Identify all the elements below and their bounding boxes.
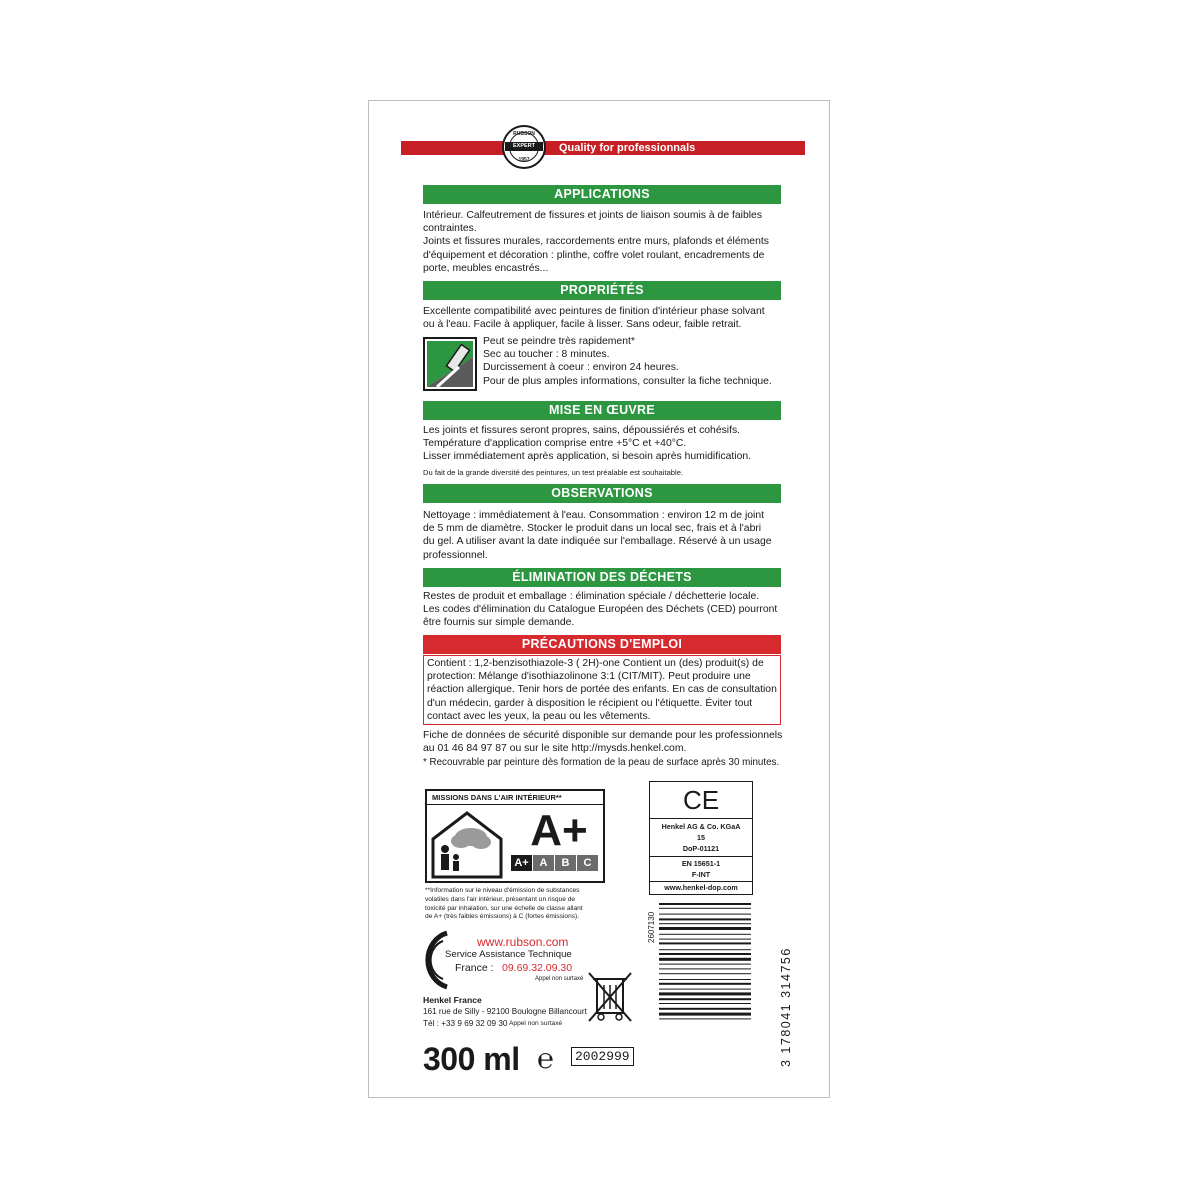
barcode-bar <box>659 914 751 915</box>
barcode-bar <box>659 958 751 961</box>
ce-box <box>649 781 753 895</box>
service-phone-note: Appel non surtaxé <box>535 976 584 982</box>
barcode-bar <box>659 1018 751 1019</box>
tagline: Quality for professionnals <box>559 142 696 154</box>
barcode-bar <box>659 964 751 965</box>
ce-url: www.henkel-dop.com <box>664 883 738 892</box>
barcode-bar <box>659 1003 751 1004</box>
scale-a-plus: A+ <box>511 855 532 871</box>
scale-a: A <box>533 855 554 871</box>
address-tel: Tél : +33 9 69 32 09 30 <box>423 1019 508 1028</box>
ce-divider-2 <box>650 856 752 857</box>
lot-number: 2607130 <box>647 911 656 943</box>
emission-scale <box>511 855 599 871</box>
scale-c: C <box>577 855 598 871</box>
barcode-bar <box>659 942 751 944</box>
crossed-bin-icon <box>585 969 635 1025</box>
mise-en-oeuvre-text: Les joints et fissures seront propres, sains, dépoussiérés et cohésifs. Température d'application comprise entre +5°C et +40°C. Lisser immédiatement après application, si besoin après humidification. <box>423 425 752 463</box>
mise-en-oeuvre-note: Du fait de la grande diversité des peintures, un test préalable est souhaitable. <box>423 468 684 477</box>
emissions-note: **Information sur le niveau d'émission de substances volatiles dans l'air intérieur, présentant un risque de toxicité par inhalation, sur une échelle de classe allant de A+ (très faibles émissions) à C (fortes émissions). <box>425 887 583 921</box>
barcode-bar <box>659 973 751 974</box>
barcode-bar <box>659 939 751 940</box>
ce-divider-1 <box>650 818 752 819</box>
barcode-bar <box>659 918 751 920</box>
emission-grade: A+ <box>530 806 588 855</box>
barcode-bar <box>659 979 751 980</box>
barcode-bar <box>659 923 751 924</box>
observations-heading: OBSERVATIONS <box>423 484 781 503</box>
seal-top-text: RUBSON <box>513 131 535 137</box>
mise-en-oeuvre-heading: MISE EN ŒUVRE <box>423 401 781 420</box>
proprietes-heading: PROPRIÉTÉS <box>423 281 781 300</box>
proprietes-text: Excellente compatibilité avec peintures de finition d'intérieur phase solvant ou à l'eau. Facile à appliquer, facile à lisser. Sans odeur, faible retrait. <box>423 306 765 331</box>
barcode-bar <box>659 1008 751 1010</box>
volume: 300 ml <box>423 1041 520 1077</box>
phone-arc-icon <box>421 929 451 991</box>
barcode-bar <box>659 934 751 935</box>
barcode-bar <box>659 998 751 1000</box>
scale-b: B <box>555 855 576 871</box>
product-code: 2002999 <box>571 1047 634 1066</box>
barcode-bar <box>659 903 751 905</box>
observations-text: Nettoyage : immédiatement à l'eau. Consommation : environ 12 m de joint de 5 mm de diamètre. Stocker le produit dans un local sec, frais et à l'abri du gel. A utiliser avant la date indiquée sur l'emballage. Réservé à un usage professionnel. <box>423 510 772 561</box>
seal-band: EXPERT <box>505 142 543 151</box>
ce-norm: EN 15651-1 <box>681 859 721 868</box>
barcode-bar <box>659 968 751 969</box>
service-label: Service Assistance Technique <box>445 949 572 960</box>
ce-dop: DoP-01121 <box>682 844 720 853</box>
footnote: * Recouvrable par peinture dès formation de la peau de surface après 30 minutes. <box>423 757 780 768</box>
barcode <box>659 901 773 1043</box>
barcode-bar <box>659 949 751 950</box>
seal-year: 1957 <box>518 157 530 163</box>
ce-company: Henkel AG & Co. KGaA <box>661 822 741 831</box>
precautions-heading: PRÉCAUTIONS D'EMPLOI <box>423 635 781 654</box>
emissions-title: MISSIONS DANS L'AIR INTÉRIEUR** <box>427 791 603 805</box>
address-company: Henkel France <box>423 995 482 1005</box>
address-street: 161 rue de Silly - 92100 Boulogne Billancourt <box>423 1007 587 1016</box>
proprietes-bullets: Peut se peindre très rapidement* Sec au toucher : 8 minutes. Durcissement à coeur : environ 24 heures. Pour de plus amples informations, consulter la fiche technique. <box>483 336 772 387</box>
ce-class: F-INT <box>691 870 711 879</box>
barcode-bar <box>659 989 751 990</box>
estimated-sign: ℮ <box>537 1043 554 1074</box>
painting-icon <box>423 337 477 391</box>
elimination-text: Restes de produit et emballage : élimination spéciale / déchetterie locale. Les codes d'élimination du Catalogue Européen des Déchets (CED) pourront être fournis sur simple demande. <box>423 591 778 629</box>
rubson-expert-seal <box>502 125 546 169</box>
emissions-badge <box>425 789 605 883</box>
ce-divider-3 <box>650 881 752 882</box>
address-tel-note: Appel non surtaxé <box>509 1020 563 1027</box>
barcode-bar <box>659 908 751 909</box>
elimination-heading: ÉLIMINATION DES DÉCHETS <box>423 568 781 587</box>
applications-text: Intérieur. Calfeutrement de fissures et joints de liaison soumis à de faibles contraintes. Joints et fissures murales, raccordements entre murs, plafonds et éléments d'équipement et décoration : plinthe, coffre volet roulant, encadrements de porte, meubles encastrés... <box>423 210 769 274</box>
barcode-digits: 3 178041 314756 <box>779 947 793 1067</box>
barcode-bar <box>659 1013 751 1016</box>
barcode-bar <box>659 927 751 930</box>
service-url[interactable]: www.rubson.com <box>477 935 569 949</box>
precautions-text: Contient : 1,2-benzisothiazole-3 ( 2H)-one Contient un (des) produit(s) de protection: Mélange d'isothiazolinone 3:1 (CIT/MIT). Peut produire une réaction allergique. Tenir hors de portée des enfants. En cas de consultation d'un médecin, garder à disposition le récipient ou l'étiquette. Éviter tout contact avec les yeux, la peau ou les vêtements. <box>427 658 777 722</box>
service-phone: 09.69.32.09.30 <box>502 962 573 974</box>
safety-info: Fiche de données de sécurité disponible sur demande pour les professionnels au 01 46 84 97 87 ou sur le site http://mysds.henkel.com. <box>423 730 783 755</box>
ce-year: 15 <box>697 833 705 842</box>
applications-heading: APPLICATIONS <box>423 185 781 204</box>
house-icon <box>431 809 503 879</box>
service-country: France : <box>455 962 494 974</box>
product-label <box>368 100 830 1098</box>
barcode-bar <box>659 992 751 995</box>
barcode-bar <box>659 953 751 955</box>
barcode-bar <box>659 983 751 985</box>
ce-mark: CE <box>682 785 720 815</box>
